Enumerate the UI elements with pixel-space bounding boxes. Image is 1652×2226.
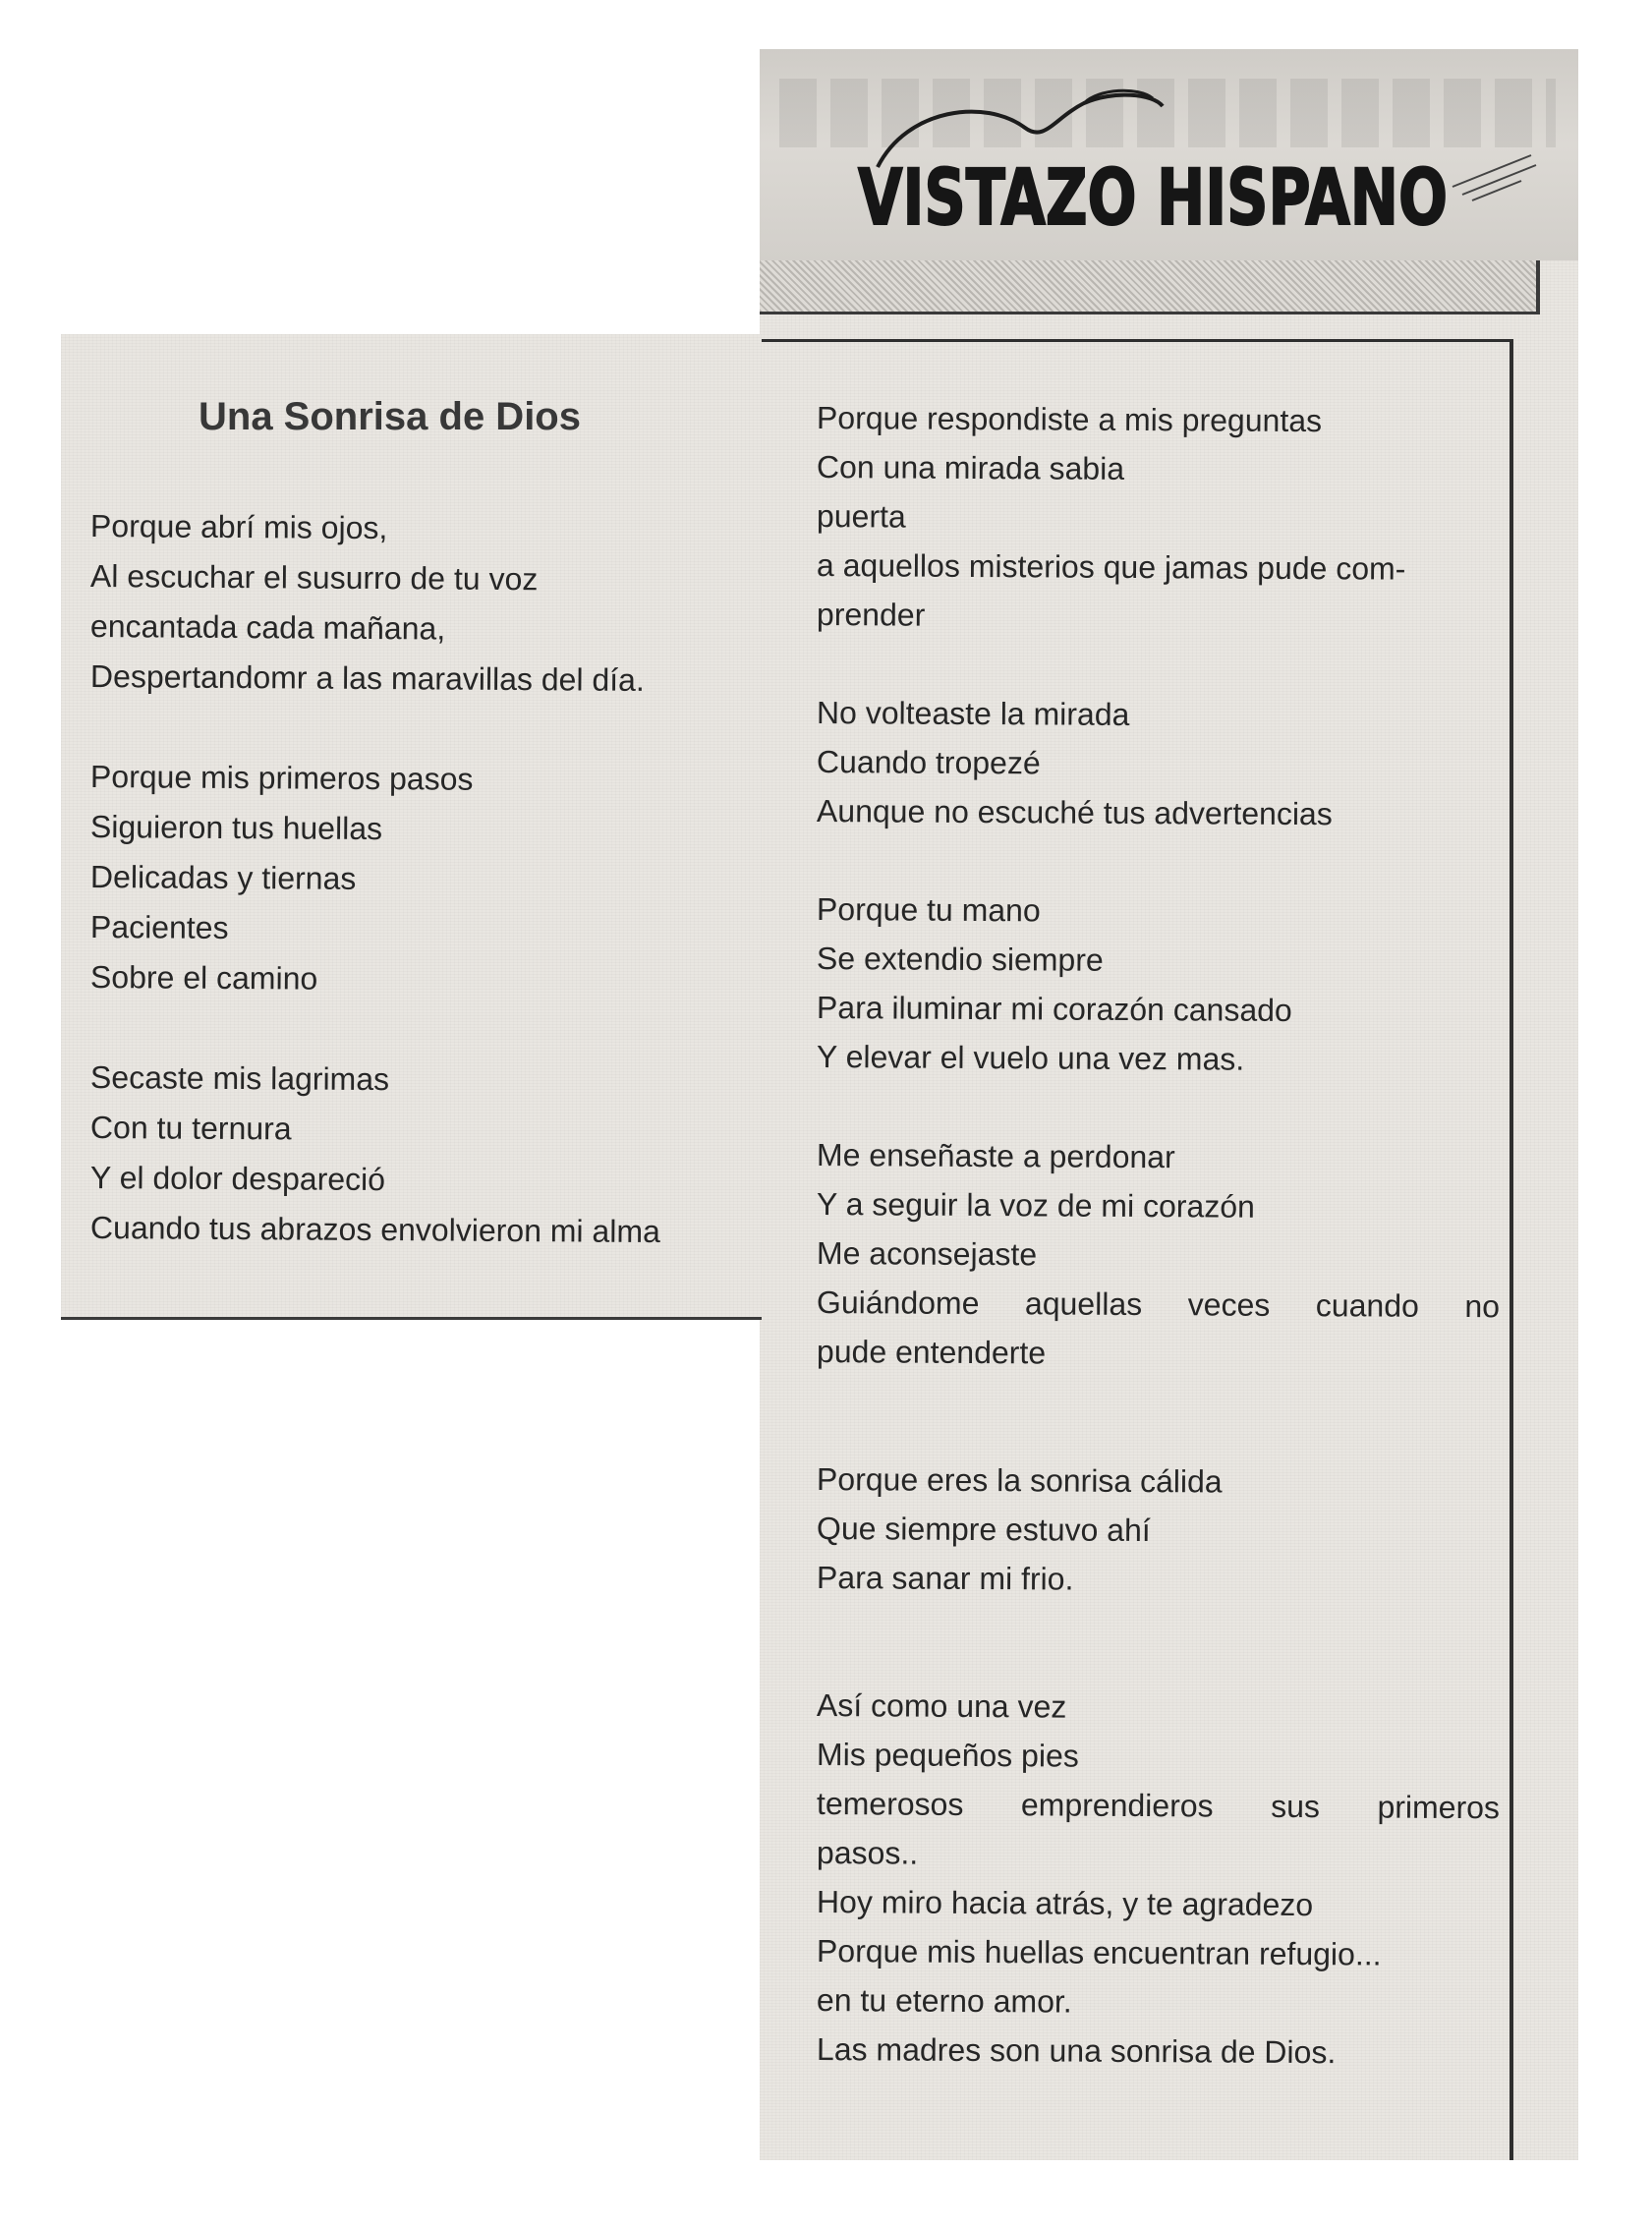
poem-line: Que siempre estuvo ahí [816,1511,1151,1549]
poem-line: Para sanar mi frio. [816,1560,1074,1597]
poem-line: Al escuchar el susurro de tu voz [89,558,539,598]
poem-line: Las madres son una sonrisa de Dios. [816,2031,1337,2071]
poem-line: Porque respondiste a mis preguntas [816,400,1323,439]
masthead [760,49,1578,260]
poem-line: Me enseñaste a perdonar [816,1137,1175,1175]
left-newspaper-clipping [61,334,762,1320]
right-newspaper-clipping [760,49,1578,2160]
poem-line: Hoy miro hacia atrás, y te agradezo [816,1884,1314,1923]
poem-line: Despertandomr a las maravillas del día. [89,658,645,698]
poem-line: Con una mirada sabia [816,449,1125,486]
poem-line: Porque mis huellas encuentran refugio... [816,1933,1382,1972]
poem-line: temerosos emprendieros sus primeros [816,1786,1501,1826]
poem-line: pude entenderte [816,1334,1047,1371]
poem-line: Así como una vez [816,1687,1067,1725]
poem-line: a aquellos misterios que jamas pude com- [816,547,1406,587]
poem-left-column [90,501,769,1253]
poem-line: encantada cada mañana, [89,608,446,647]
poem-line: Porque eres la sonrisa cálida [816,1461,1223,1500]
poem-right-column [817,393,1500,2074]
poem-line: Mis pequeños pies [816,1737,1079,1774]
poem-line: Sobre el camino [89,959,318,997]
poem-line: Cuando tus abrazos envolvieron mi alma [89,1210,660,1250]
poem-line: No volteaste la mirada [816,695,1130,732]
poem-title: Una Sonrisa de Dios [199,395,581,438]
poem-line: Porque tu mano [816,891,1041,929]
poem-line: prender [816,597,926,633]
poem-line: Y el dolor despareció [89,1160,386,1198]
svg-text:VISTAZO HISPANO: VISTAZO HISPANO [858,154,1448,243]
vistazo-hispano-logo [760,49,1578,260]
poem-line: Delicadas y tiernas [89,859,357,896]
poem-line: Cuando tropezé [816,744,1041,781]
poem-line: Secaste mis lagrimas [89,1059,390,1098]
poem-line: Y a seguir la voz de mi corazón [816,1186,1255,1225]
poem-line: Con tu ternura [89,1110,292,1147]
poem-line: Aunque no escuché tus advertencias [816,793,1333,832]
poem-line: Guiándome aquellas veces cuando no [816,1284,1501,1325]
poem-line: Siguieron tus huellas [89,809,383,847]
poem-line: pasos.. [816,1835,919,1871]
poem-line: Se extendio siempre [816,941,1104,978]
masthead-divider-bar [760,260,1540,314]
poem-line: en tu eterno amor. [816,1982,1072,2020]
poem-line: Y elevar el vuelo una vez mas. [816,1039,1245,1077]
poem-line: Para iluminar mi corazón cansado [816,990,1292,1028]
poem-line: puerta [816,498,906,535]
poem-line: Porque abrí mis ojos, [89,508,388,546]
poem-line: Me aconsejaste [816,1235,1038,1273]
poem-line: Pacientes [89,909,229,945]
poem-line: Porque mis primeros pasos [89,759,474,797]
